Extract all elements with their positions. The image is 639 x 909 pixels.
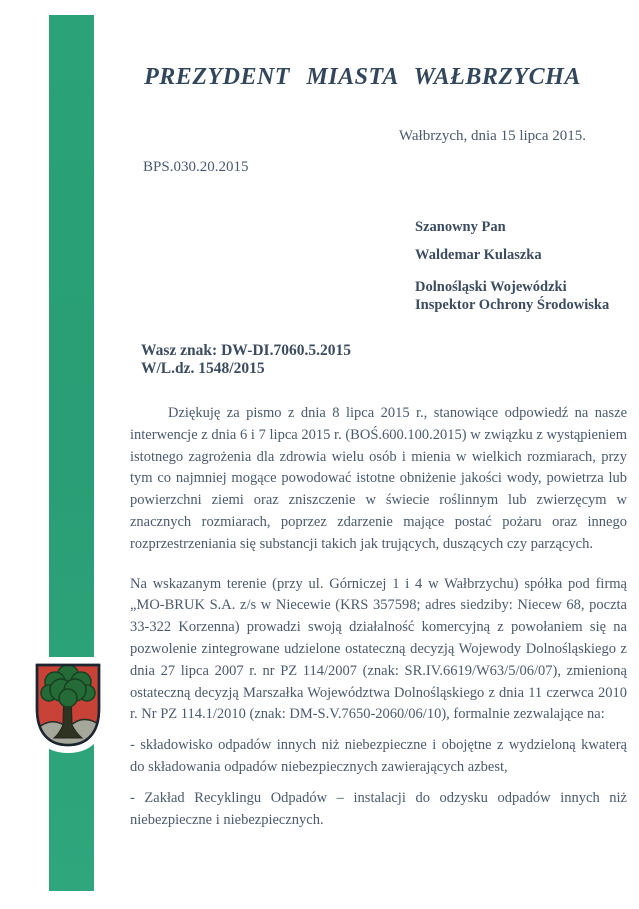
reference-number: BPS.030.20.2015: [143, 159, 249, 175]
paragraph-company-permits: Na wskazanym terenie (przy ul. Górniczej 1 i 4 w Wałbrzychu) spółka pod firmą „MO-BRUK S.A. z/s w Niecewie (KRS 357598; adres siedziby: Niecew 68, poczta 33-322 Korzenna) prowadzi swoją działalność komercyjną z powołaniem się na pozwolenie zintegrowane udzielone ostateczną decyzją Wojewody Dolnośląskiego z dnia 27 lipca 2007 r. nr PZ 114/2007 (znak: SR.IV.6619/W63/5/06/07), zmienioną ostateczną decyzją Marszałka Województwa Dolnośląskiego z dnia 11 czerwca 2010 r. Nr PZ 114.1/2010 (znak: DM-S.V.7650-2060/06/10), formalnie zezwalające na:: [130, 575, 627, 723]
letter-body: [130, 403, 627, 840]
recipient-title-line2: Inspektor Ochrony Środowiska: [415, 297, 610, 313]
recipient-block: [415, 219, 635, 314]
list-item-recycling-plant: - Zakład Recyklingu Odpadów – instalacji do odzysku odpadów innych niż niebezpieczne i niebezpiecznych.: [130, 789, 627, 828]
recipient-name: Waldemar Kulaszka: [415, 247, 542, 263]
your-reference-line1: Wasz znak: DW-DI.7060.5.2015: [141, 342, 351, 359]
letterhead-title: PREZYDENT MIASTA WAŁBRZYCHA: [144, 64, 581, 90]
recipient-title: [415, 278, 635, 314]
list-item-landfill: - składowisko odpadów innych niż niebezpieczne i obojętne z wydzieloną kwaterą do składowania odpadów niebezpiecznych zawierających azbest,: [130, 737, 627, 775]
paragraph-acknowledgement: Dziękuję za pismo z dnia 8 lipca 2015 r., stanowiące odpowiedź na nasze interwencje z dnia 6 i 7 lipca 2015 r. (BOŚ.600.100.2015) w związku z wystąpieniem istotnego zagrożenia dla zdrowia wielu osób i mienia w wielkich rozmiarach, przy tym co najmniej mogące powodować istotne obniżenie jakości wody, powietrza lub powierzchni ziemi oraz zniszczenie w świecie roślinnym lub zwierzęcym w znacznych rozmiarach, poprzez zdarzenie mające postać pożaru oraz innego rozprzestrzeniania się substancji takich jak trujących, duszących czy parzących.: [130, 405, 627, 552]
recipient-salutation: Szanowny Pan: [415, 219, 506, 235]
your-reference-line2: W/L.dz. 1548/2015: [141, 359, 265, 377]
your-reference-block: [141, 342, 351, 377]
walbrzych-coat-of-arms-icon: [29, 651, 107, 763]
date-line: Wałbrzych, dnia 15 lipca 2015.: [398, 128, 586, 144]
recipient-title-line1: Dolnośląski Wojewódzki: [415, 279, 567, 295]
